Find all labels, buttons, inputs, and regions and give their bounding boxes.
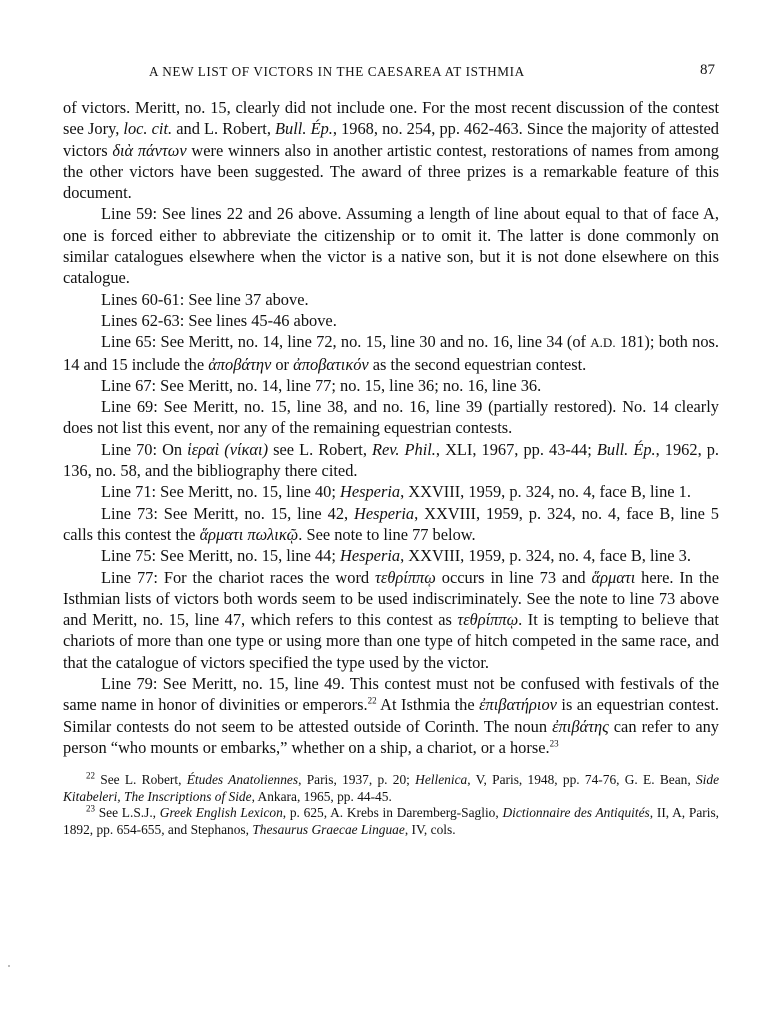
body-text — [63, 97, 719, 758]
note-line-71: Line 71: See Meritt, no. 15, line 40; Hesperia, XXVIII, 1959, p. 324, no. 4, face B, line 1. — [101, 482, 691, 502]
note-line-59: Line 59: See lines 22 and 26 above. Assuming a length of line about equal to that of face A, one is forced either to abbreviate the citizenship or to omit it. The latter is done commonly on similar catalogues elsewhere when the victor is a native son, but it is not done elsewhere on this catalogue. — [63, 204, 719, 288]
page-number: 87 — [700, 62, 715, 78]
footnote-ref-22: 22 — [367, 695, 377, 706]
paragraph-continued: of victors. Meritt, no. 15, clearly did not include one. For the most recent discussion of the contest see Jory, loc. cit. and L. Robert, Bull. Ép., 1968, no. 254, pp. 462-463. Since the majority of attested victors διὰ πάντων were winners also in another artistic contest, restorations of names from among the other victors have been suggested. The award of three prizes is a remarkable feature of this document. — [63, 98, 719, 203]
footnote-ref-23: 23 — [549, 738, 559, 749]
note-line-73: Line 73: See Meritt, no. 15, line 42, Hesperia, XXVIII, 1959, p. 324, no. 4, face B, line 5 calls this contest the ἅρματι πωλικῷ. See note to line 77 below. — [63, 503, 720, 544]
page — [63, 62, 719, 838]
running-header — [63, 62, 719, 84]
running-title: A NEW LIST OF VICTORS IN THE CAESAREA AT ISTHMIA — [149, 64, 525, 79]
note-line-77: Line 77: For the chariot races the word τεθρίππῳ occurs in line 73 and ἅρματι here. In the Isthmian lists of victors both words seem to be used indiscriminately. See the note to line 73 above and Meritt, no. 15, line 47, which refers to this contest as τεθρίππῳ. It is tempting to believe that chariots of more than one type or using more than one type of hitch competed in the same race, and that the catalogue of victors specified the type used by the victor. — [63, 567, 720, 672]
note-line-65: Line 65: See Meritt, no. 14, line 72, no. 15, line 30 and no. 16, line 34 (of A.D. 181); both nos. 14 and 15 include the ἀποβάτην or ἀποβατικόν as the second equestrian contest. — [63, 332, 719, 374]
note-line-70: Line 70: On ἱεραὶ (νίκαι) see L. Robert, Rev. Phil., XLI, 1967, pp. 43-44; Bull. Ép., 1962, p. 136, no. 58, and the bibliography there cited. — [63, 439, 720, 481]
note-lines-62-63: Lines 62-63: See lines 45-46 above. — [101, 310, 337, 330]
note-line-75: Line 75: See Meritt, no. 15, line 44; Hesperia, XXVIII, 1959, p. 324, no. 4, face B, line 3. — [101, 546, 691, 566]
note-line-67: Line 67: See Meritt, no. 14, line 77; no. 15, line 36; no. 16, line 36. — [101, 375, 542, 395]
note-line-69: Line 69: See Meritt, no. 15, line 38, and no. 16, line 39 (partially restored). No. 14 clearly does not list this event, nor any of the remaining equestrian contests. — [63, 397, 719, 438]
footnotes — [63, 772, 719, 838]
footnote-22: $^{22}$ See L. Robert, Études Anatoliennes, Paris, 1937, p. 20; Hellenica, V, Paris, 1948, pp. 74-76, G. E. Bean, Side Kitabeleri, The Inscriptions of Side, Ankara, 1965, pp. 44-45. — [63, 770, 720, 804]
note-line-79: Line 79: See Meritt, no. 15, line 49. This contest must not be confused with festivals of the same name in honor of divinities or emperors.$^{22}$ At Isthmia the ἐπιβατήριον is an equestrian contest. Similar contests do not seem to be attested outside of Corinth. The noun ἐπιβάτης can refer to any person “who mounts or embarks,” whether on a ship, a chariot, or a horse.$^{23}$ — [63, 674, 719, 757]
footnote-23: $^{23}$ See L.S.J., Greek English Lexicon, p. 625, A. Krebs in Daremberg-Saglio, Dictionnaire des Antiquités, II, A, Paris, 1892, pp. 654-655, and Stephanos, Thesaurus Graecae Linguae, IV, cols. — [63, 803, 720, 837]
scan-speck — [8, 965, 10, 967]
note-lines-60-61: Lines 60-61: See line 37 above. — [101, 289, 309, 309]
